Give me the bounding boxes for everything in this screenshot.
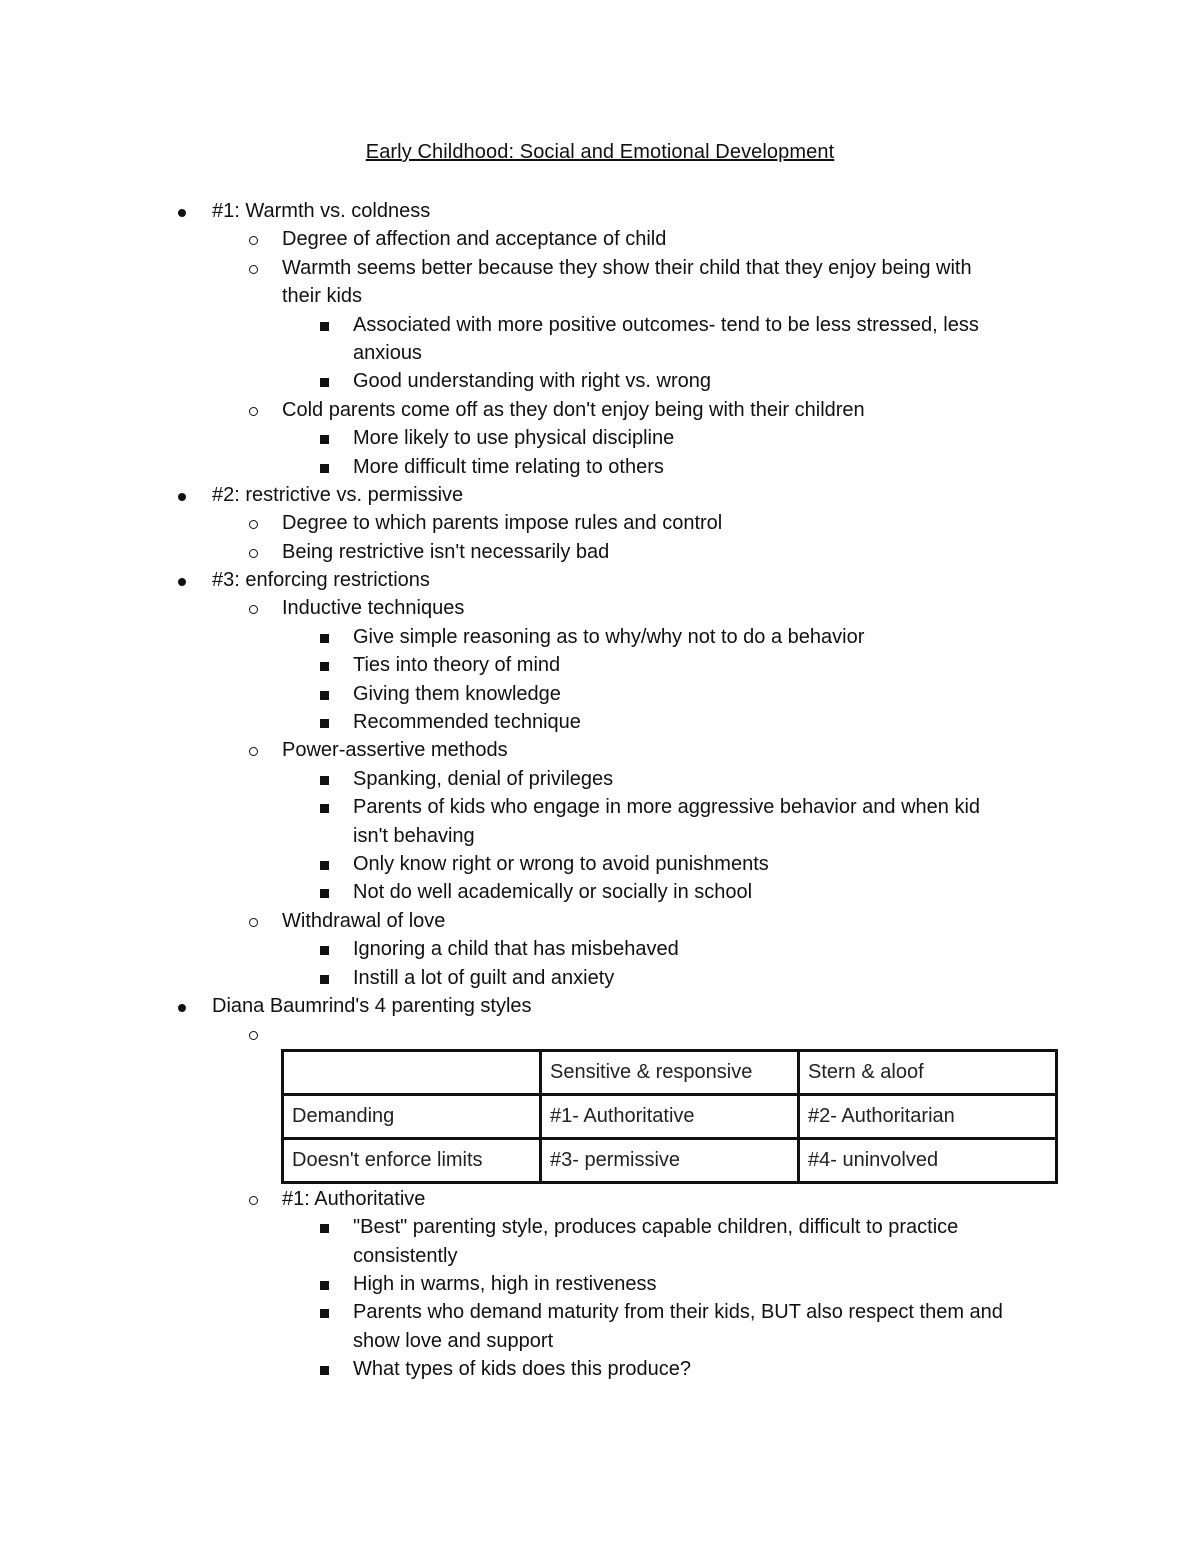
- bullet-square-icon: [317, 708, 331, 736]
- bullet-circle-icon: [246, 907, 260, 935]
- list-item: #2: restrictive vs. permissive: [0, 481, 1200, 509]
- list-item: #3: enforcing restrictions: [0, 566, 1200, 594]
- list-item-continuation: anxious: [353, 341, 422, 364]
- bullet-square-icon: [317, 878, 331, 906]
- bullet-square-icon: [317, 651, 331, 679]
- list-item: Give simple reasoning as to why/why not to do a behavior: [0, 623, 1200, 651]
- bullet-circle-icon: [246, 1020, 260, 1048]
- bullet-square-icon: [317, 424, 331, 452]
- table-cell: #2- Authoritarian: [799, 1094, 1057, 1138]
- table-cell: Sensitive & responsive: [541, 1050, 799, 1094]
- table-cell: Stern & aloof: [799, 1050, 1057, 1094]
- bullet-square-icon: [317, 793, 331, 821]
- bullet-square-icon: [317, 367, 331, 395]
- list-item-empty: [0, 1020, 1200, 1048]
- list-item: Spanking, denial of privileges: [0, 765, 1200, 793]
- bullet-circle-icon: [246, 396, 260, 424]
- list-item: More difficult time relating to others: [0, 453, 1200, 481]
- bullet-square-icon: [317, 623, 331, 651]
- bullet-square-icon: [317, 850, 331, 878]
- table-row: [283, 1050, 1057, 1094]
- table-cell: #1- Authoritative: [541, 1094, 799, 1138]
- list-item: Withdrawal of love: [0, 907, 1200, 935]
- bullet-square-icon: [317, 453, 331, 481]
- list-item: Giving them knowledge: [0, 680, 1200, 708]
- bullet-square-icon: [317, 311, 331, 339]
- table-row: [283, 1138, 1057, 1182]
- bullet-disc-icon: [175, 197, 189, 225]
- bullet-circle-icon: [246, 538, 260, 566]
- table-cell: #3- permissive: [541, 1138, 799, 1182]
- table-cell: Doesn't enforce limits: [283, 1138, 541, 1182]
- bullet-disc-icon: [175, 992, 189, 1020]
- bullet-square-icon: [317, 935, 331, 963]
- bullet-circle-icon: [246, 736, 260, 764]
- bullet-disc-icon: [175, 481, 189, 509]
- bullet-square-icon: [317, 964, 331, 992]
- list-item: Ties into theory of mind: [0, 651, 1200, 679]
- list-item-continuation: show love and support: [353, 1329, 554, 1352]
- list-item: Instill a lot of guilt and anxiety: [0, 964, 1200, 992]
- bullet-circle-icon: [246, 1185, 260, 1213]
- table-row: [283, 1094, 1057, 1138]
- list-item: More likely to use physical discipline: [0, 424, 1200, 452]
- list-item-continuation: consistently: [353, 1244, 458, 1267]
- bullet-circle-icon: [246, 594, 260, 622]
- list-item-continuation: their kids: [282, 285, 363, 308]
- list-item: Cold parents come off as they don't enjoy being with their children: [0, 396, 1200, 424]
- list-item: High in warms, high in restiveness: [0, 1270, 1200, 1298]
- table-cell: Demanding: [283, 1094, 541, 1138]
- list-item: #1: Authoritative: [0, 1185, 1200, 1213]
- list-item-continuation: isn't behaving: [353, 824, 475, 847]
- list-item: What types of kids does this produce?: [0, 1355, 1200, 1383]
- notes-outline: [0, 197, 1200, 1383]
- parenting-styles-table-wrapper: [0, 1049, 1200, 1184]
- list-item: Recommended technique: [0, 708, 1200, 736]
- list-item: Parents of kids who engage in more aggressive behavior and when kid: [0, 793, 1200, 821]
- bullet-square-icon: [317, 1298, 331, 1326]
- list-item: Degree of affection and acceptance of child: [0, 225, 1200, 253]
- document-title: Early Childhood: Social and Emotional Development: [365, 141, 835, 163]
- list-item: Warmth seems better because they show their child that they enjoy being with: [0, 254, 1200, 282]
- list-item: Inductive techniques: [0, 594, 1200, 622]
- list-item: Diana Baumrind's 4 parenting styles: [0, 992, 1200, 1020]
- list-item: Parents who demand maturity from their kids, BUT also respect them and: [0, 1298, 1200, 1326]
- bullet-square-icon: [317, 765, 331, 793]
- bullet-square-icon: [317, 1270, 331, 1298]
- bullet-circle-icon: [246, 254, 260, 282]
- list-item: Being restrictive isn't necessarily bad: [0, 538, 1200, 566]
- list-item: #1: Warmth vs. coldness: [0, 197, 1200, 225]
- bullet-square-icon: [317, 680, 331, 708]
- bullet-circle-icon: [246, 509, 260, 537]
- list-item: Power-assertive methods: [0, 736, 1200, 764]
- list-item: Not do well academically or socially in school: [0, 878, 1200, 906]
- list-item: "Best" parenting style, produces capable children, difficult to practice: [0, 1213, 1200, 1241]
- bullet-square-icon: [317, 1355, 331, 1383]
- list-item: Ignoring a child that has misbehaved: [0, 935, 1200, 963]
- table-cell: #4- uninvolved: [799, 1138, 1057, 1182]
- bullet-square-icon: [317, 1213, 331, 1241]
- list-item: Only know right or wrong to avoid punishments: [0, 850, 1200, 878]
- bullet-disc-icon: [175, 566, 189, 594]
- table-cell: [283, 1050, 541, 1094]
- parenting-styles-table: [281, 1049, 1058, 1184]
- list-item: Degree to which parents impose rules and control: [0, 509, 1200, 537]
- bullet-circle-icon: [246, 225, 260, 253]
- list-item: Associated with more positive outcomes- tend to be less stressed, less: [0, 311, 1200, 339]
- list-item: Good understanding with right vs. wrong: [0, 367, 1200, 395]
